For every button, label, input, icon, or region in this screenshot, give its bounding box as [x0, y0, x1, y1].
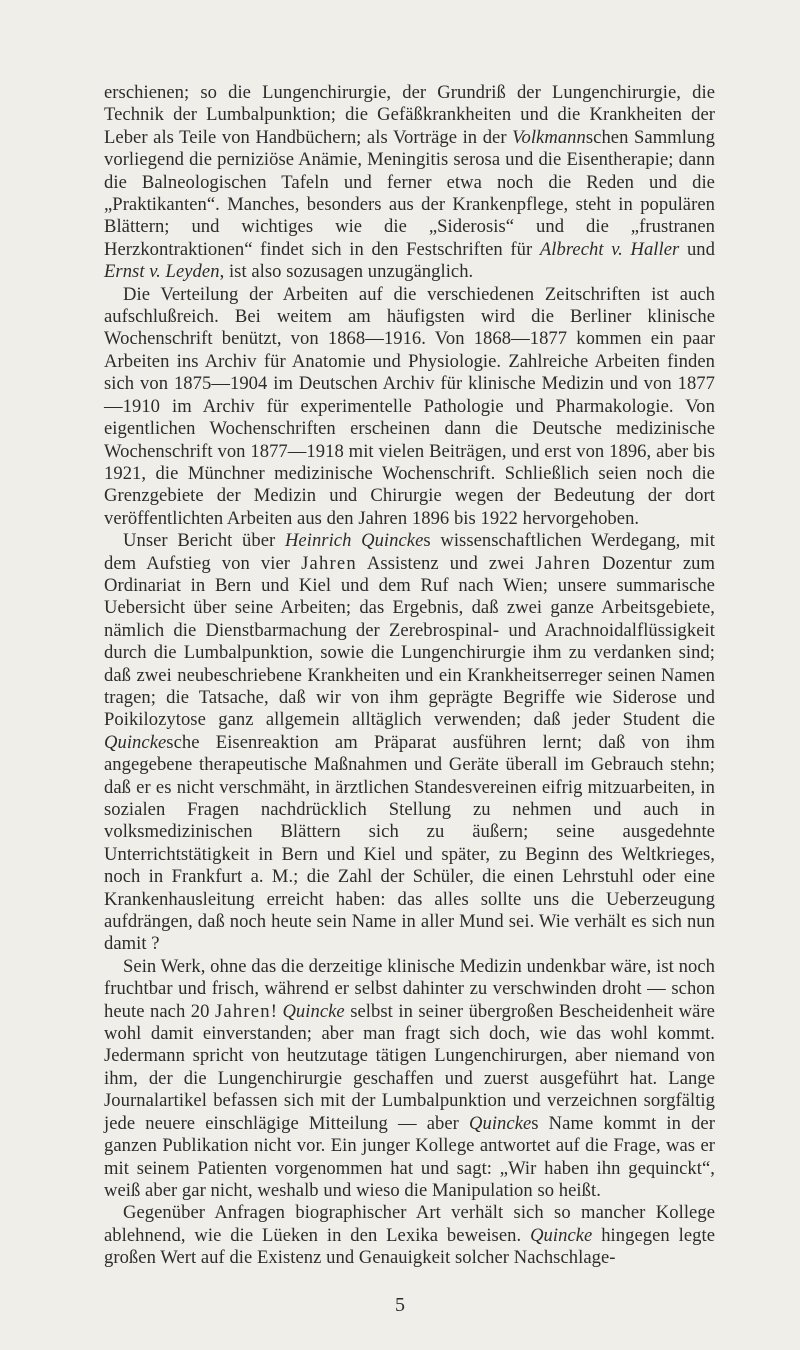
- text-run: sche Eisenreaktion am Präparat ausführen lernt; daß von ihm angegebene therapeutische Maßnahmen und Geräte überall im Gebrauch stehn; daß er es nicht verschmäht, in ärztlichen Standesvereinen eifrig mitzuarbeiten, in sozialen Fragen nachdrücklich Stellung zu nehmen und auch in volksmedizinischen Blättern sich zu äußern; seine ausgedehnte Unterrichtstätigkeit in Bern und Kiel und später, zu Beginn des Weltkrieges, noch in Frankfurt a. M.; die Zahl der Schüler, die einen Lehrstuhl oder eine Krankenhausleitung erreicht haben: das alles sollte uns die Ueberzeugung aufdrängen, daß noch heute sein Name in aller Mund sei. Wie verhält es sich nun damit ?: [104, 731, 715, 955]
- text-run: , ist also sozusagen unzugänglich.: [219, 261, 474, 283]
- text-run: Sein Werk, ohne das die derzeitige klinische Medizin undenkbar wäre, ist noch fruchtbar und frisch, während er selbst dahinter zu verschwinden droht — schon heute nach 20: [104, 955, 715, 1022]
- spaced-text: Jahren: [535, 552, 592, 574]
- text-run: und: [679, 238, 715, 260]
- spaced-text: Jahren: [301, 552, 357, 574]
- text-run: selbst in seiner übergroßen Bescheidenheit wäre wohl damit einverstanden; aber man fragt sich doch, wie das wohl kommt. Jedermann spricht von heutzutage tätigen Lungenchirurgen, aber niemand von ihm, der die Lungenchirurgie geschaffen und zuerst ausgeführt hat. Lange Journalartikel befassen sich mit der Lumbalpunktion und verzeichnen sorgfältig jede neuere einschlägige Mitteilung — aber: [104, 1000, 715, 1134]
- text-run: hingegen legte großen Wert auf die Existenz und Genauigkeit solcher Nachschlage-: [104, 1224, 716, 1269]
- paragraph: [104, 82, 715, 284]
- text-run: Assistenz und zwei: [356, 552, 536, 574]
- italic-name: Quincke: [282, 1000, 345, 1022]
- italic-name: Heinrich Quincke: [284, 530, 424, 552]
- page-body: [104, 82, 715, 1270]
- text-run: s wissenschaftlichen Werdegang, mit dem Aufstieg von vier: [104, 530, 715, 574]
- text-run: Dozentur zum Ordinariat in Bern und Kiel und dem Ruf nach Wien; unsere summarische Uebersicht über seine Arbeiten; das Ergebnis, daß zwei ganze Arbeitsgebiete, nämlich die Dienstbarmachung der Zerebrospinal- und Arachnoidalflüssigkeit durch die Lumbalpunktion, sowie die Lungenchirurgie ihm zu verdanken sind; daß zwei neubeschriebene Krankheiten und ein Krankheitserreger seinen Namen tragen; die Tatsache, daß wir von ihm geprägte Begriffe wie Siderose und Poikilozytose ganz allgemein alltäglich verwenden; daß jeder Student die: [104, 552, 715, 731]
- text-run: Unser Bericht über: [123, 530, 285, 552]
- text-run: Gegenüber Anfragen biographischer Art verhält sich so mancher Kollege ablehnend, wie die Lüeken in den Lexika beweisen.: [104, 1202, 715, 1246]
- paragraph: [104, 1202, 715, 1269]
- italic-name: Volkmann: [512, 126, 586, 148]
- italic-name: Quincke: [469, 1112, 532, 1134]
- paragraph: [104, 284, 715, 530]
- italic-name: Quincke: [104, 731, 167, 753]
- italic-name: Ernst v. Leyden: [104, 261, 220, 283]
- paragraph: [104, 956, 715, 1202]
- text-run: !: [270, 1000, 283, 1022]
- italic-name: Albrecht v. Haller: [539, 238, 680, 260]
- italic-name: Quincke: [530, 1224, 593, 1246]
- paragraph: [104, 530, 715, 956]
- text-run: schen Sammlung vorliegend die perniziöse Anämie, Meningitis serosa und die Eisentherapie; dann die Balneologischen Tafeln und ferner etwa noch die Reden und die „Praktikanten“. Manches, besonders aus der Krankenpflege, steht in populären Blättern; und wichtiges wie die „Siderosis“ und die „frustranen Herzkontraktionen“ findet sich in den Festschriften für: [104, 126, 715, 260]
- page-number: 5: [395, 1294, 405, 1316]
- text-run: s Name kommt in der ganzen Publikation nicht vor. Ein junger Kollege antwortet auf die Frage, was er mit seinem Patienten vorgenommen hat und sagt: „Wir haben ihn gequinckt“, weiß aber gar nicht, weshalb und wieso die Manipulation so heißt.: [104, 1112, 715, 1201]
- spaced-text: Jahren: [214, 1000, 271, 1022]
- text-run: erschienen; so die Lungenchirurgie, der Grundriß der Lungenchirurgie, die Technik der Lumbalpunktion; die Gefäßkrankheiten und die Krankheiten der Leber als Teile von Handbüchern; als Vorträge in der: [104, 82, 715, 148]
- text-run: Die Verteilung der Arbeiten auf die verschiedenen Zeitschriften ist auch aufschlußreich. Bei weitem am häufigsten wird die Berliner klinische Wochenschrift benützt, von 1868—1916. Von 1868—1877 kommen ein paar Arbeiten ins Archiv für Anatomie und Physiologie. Zahlreiche Arbeiten finden sich von 1875—1904 im Deutschen Archiv für klinische Medizin und von 1877—1910 im Archiv für experimentelle Pathologie und Pharmakologie. Von eigentlichen Wochenschriften erscheinen dann die Deutsche medizinische Wochenschrift von 1877—1918 mit vielen Beiträgen, und erst von 1896, aber bis 1921, die Münchner medizinische Wochenschrift. Schließlich seien noch die Grenzgebiete der Medizin und Chirurgie wegen der Bedeutung der dort veröffentlichten Arbeiten aus den Jahren 1896 bis 1922 hervorgehoben.: [104, 283, 715, 529]
